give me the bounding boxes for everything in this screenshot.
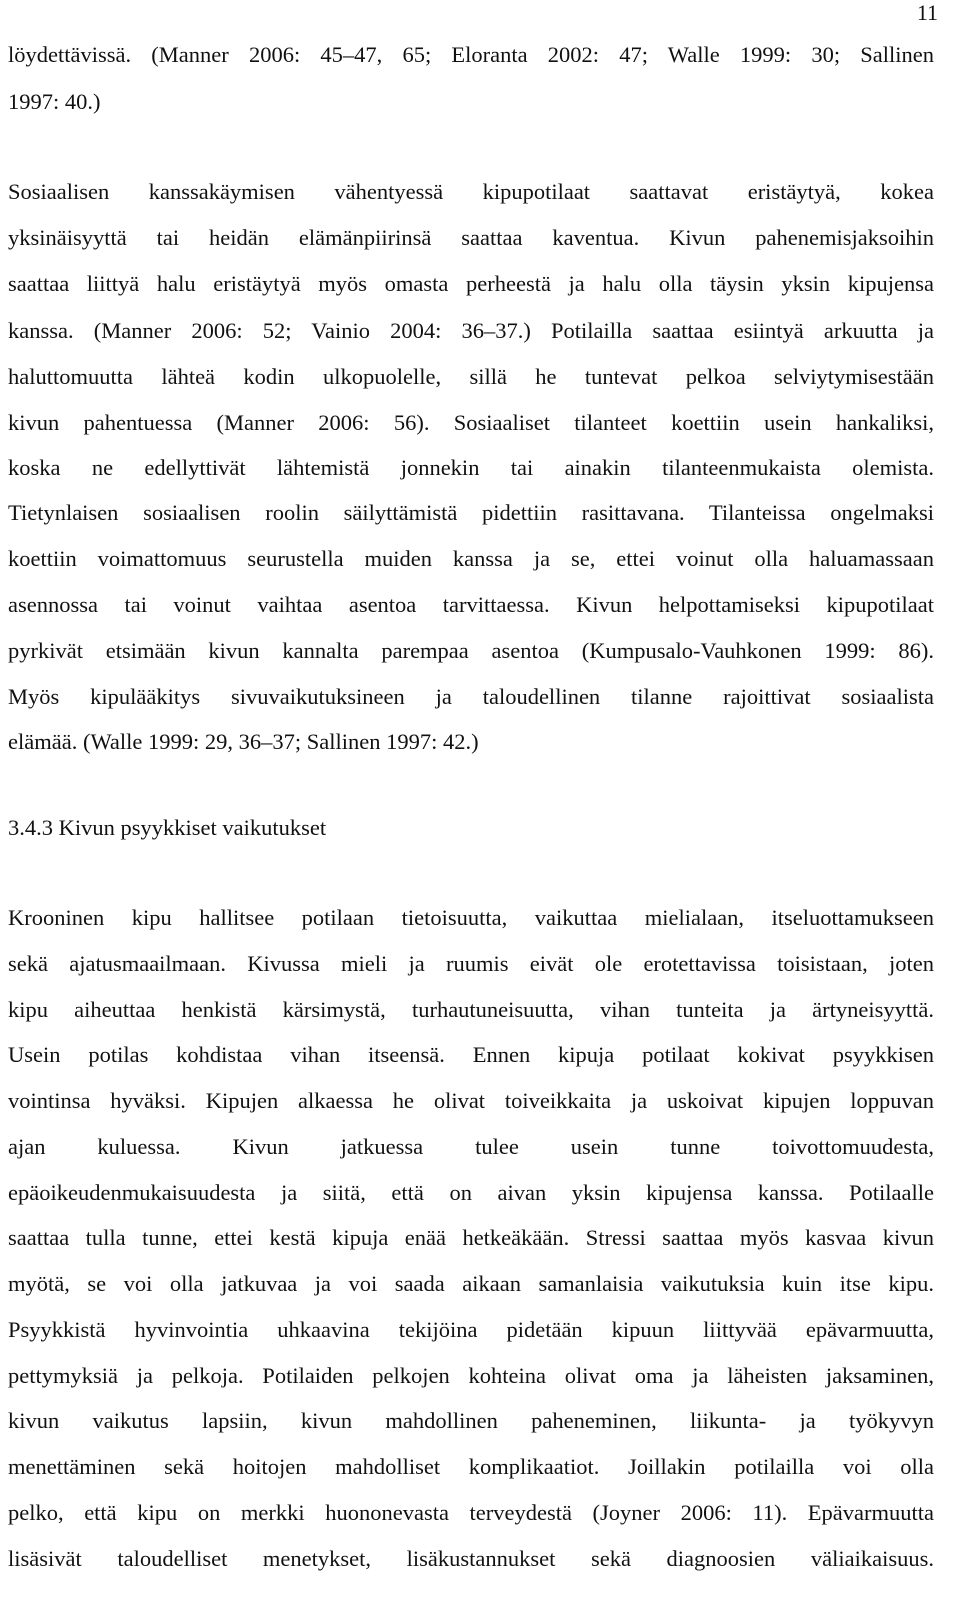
text-line: saattaa tulla tunne, ettei kestä kipuja enää hetkeäkään. Stressi saattaa myös kasvaa kivun [8, 1225, 934, 1250]
text-line: yksinäisyyttä tai heidän elämänpiirinsä saattaa kaventua. Kivun pahenemisjaksoihin [8, 225, 934, 250]
text-line: koska ne edellyttivät lähtemistä jonnekin tai ainakin tilanteenmukaista olemista. [8, 455, 934, 480]
text-line: Usein potilas kohdistaa vihan itseensä. Ennen kipuja potilaat kokivat psyykkisen [8, 1042, 934, 1067]
text-line: kivun vaikutus lapsiin, kivun mahdollinen paheneminen, liikunta- ja työkyvyn [8, 1408, 934, 1433]
text-line: kipu aiheuttaa henkistä kärsimystä, turhautuneisuutta, vihan tunteita ja ärtyneisyyttä. [8, 997, 934, 1022]
text-line: Sosiaalisen kanssakäymisen vähentyessä kipupotilaat saattavat eristäytyä, kokea [8, 179, 934, 204]
text-line: Krooninen kipu hallitsee potilaan tietoisuutta, vaikuttaa mielialaan, itseluottamukseen [8, 905, 934, 930]
text-line: sekä ajatusmaailmaan. Kivussa mieli ja ruumis eivät ole erotettavissa toisistaan, joten [8, 951, 934, 976]
text-line: ajan kuluessa. Kivun jatkuessa tulee usein tunne toivottomuudesta, [8, 1134, 934, 1159]
text-line: epäoikeudenmukaisuudesta ja siitä, että on aivan yksin kipujensa kanssa. Potilaalle [8, 1180, 934, 1205]
text-line: elämää. (Walle 1999: 29, 36–37; Sallinen 1997: 42.) [8, 729, 479, 754]
text-line: haluttomuutta lähteä kodin ulkopuolelle, sillä he tuntevat pelkoa selviytymisestään [8, 364, 934, 389]
text-line: 1997: 40.) [8, 89, 101, 114]
text-line: kivun pahentuessa (Manner 2006: 56). Sosiaaliset tilanteet koettiin usein hankaliksi, [8, 410, 934, 435]
text-line: koettiin voimattomuus seurustella muiden kanssa ja se, ettei voinut olla haluamassaan [8, 546, 934, 571]
section-heading: 3.4.3 Kivun psyykkiset vaikutukset [8, 815, 327, 840]
text-line: myötä, se voi olla jatkuvaa ja voi saada aikaan samanlaisia vaikutuksia kuin itse kipu. [8, 1271, 934, 1296]
text-line: Psyykkistä hyvinvointia uhkaavina tekijöina pidetään kipuun liittyvää epävarmuutta, [8, 1317, 934, 1342]
text-line: kanssa. (Manner 2006: 52; Vainio 2004: 36–37.) Potilailla saattaa esiintyä arkuutta ja [8, 318, 934, 343]
text-line: pelko, että kipu on merkki huononevasta terveydestä (Joyner 2006: 11). Epävarmuutta [8, 1500, 934, 1525]
text-line: lisäsivät taloudelliset menetykset, lisäkustannukset sekä diagnoosien väliaikaisuus. [8, 1546, 934, 1571]
text-line: saattaa liittyä halu eristäytyä myös omasta perheestä ja halu olla täysin yksin kipujensa [8, 271, 934, 296]
text-line: menettäminen sekä hoitojen mahdolliset komplikaatiot. Joillakin potilailla voi olla [8, 1454, 934, 1479]
text-line: Myös kipulääkitys sivuvaikutuksineen ja taloudellinen tilanne rajoittivat sosiaalista [8, 684, 934, 709]
text-line: vointinsa hyväksi. Kipujen alkaessa he olivat toiveikkaita ja uskoivat kipujen loppuvan [8, 1088, 934, 1113]
text-line: löydettävissä. (Manner 2006: 45–47, 65; Eloranta 2002: 47; Walle 1999: 30; Sallinen [8, 42, 934, 67]
text-line: asennossa tai voinut vaihtaa asentoa tarvittaessa. Kivun helpottamiseksi kipupotilaat [8, 592, 934, 617]
text-line: pettymyksiä ja pelkoja. Potilaiden pelkojen kohteina olivat oma ja läheisten jaksaminen, [8, 1363, 934, 1388]
text-line: Tietynlaisen sosiaalisen roolin säilyttämistä pidettiin rasittavana. Tilanteissa ongelmaksi [8, 500, 934, 525]
page-number: 11 [916, 0, 938, 25]
text-line: pyrkivät etsimään kivun kannalta parempaa asentoa (Kumpusalo-Vauhkonen 1999: 86). [8, 638, 934, 663]
